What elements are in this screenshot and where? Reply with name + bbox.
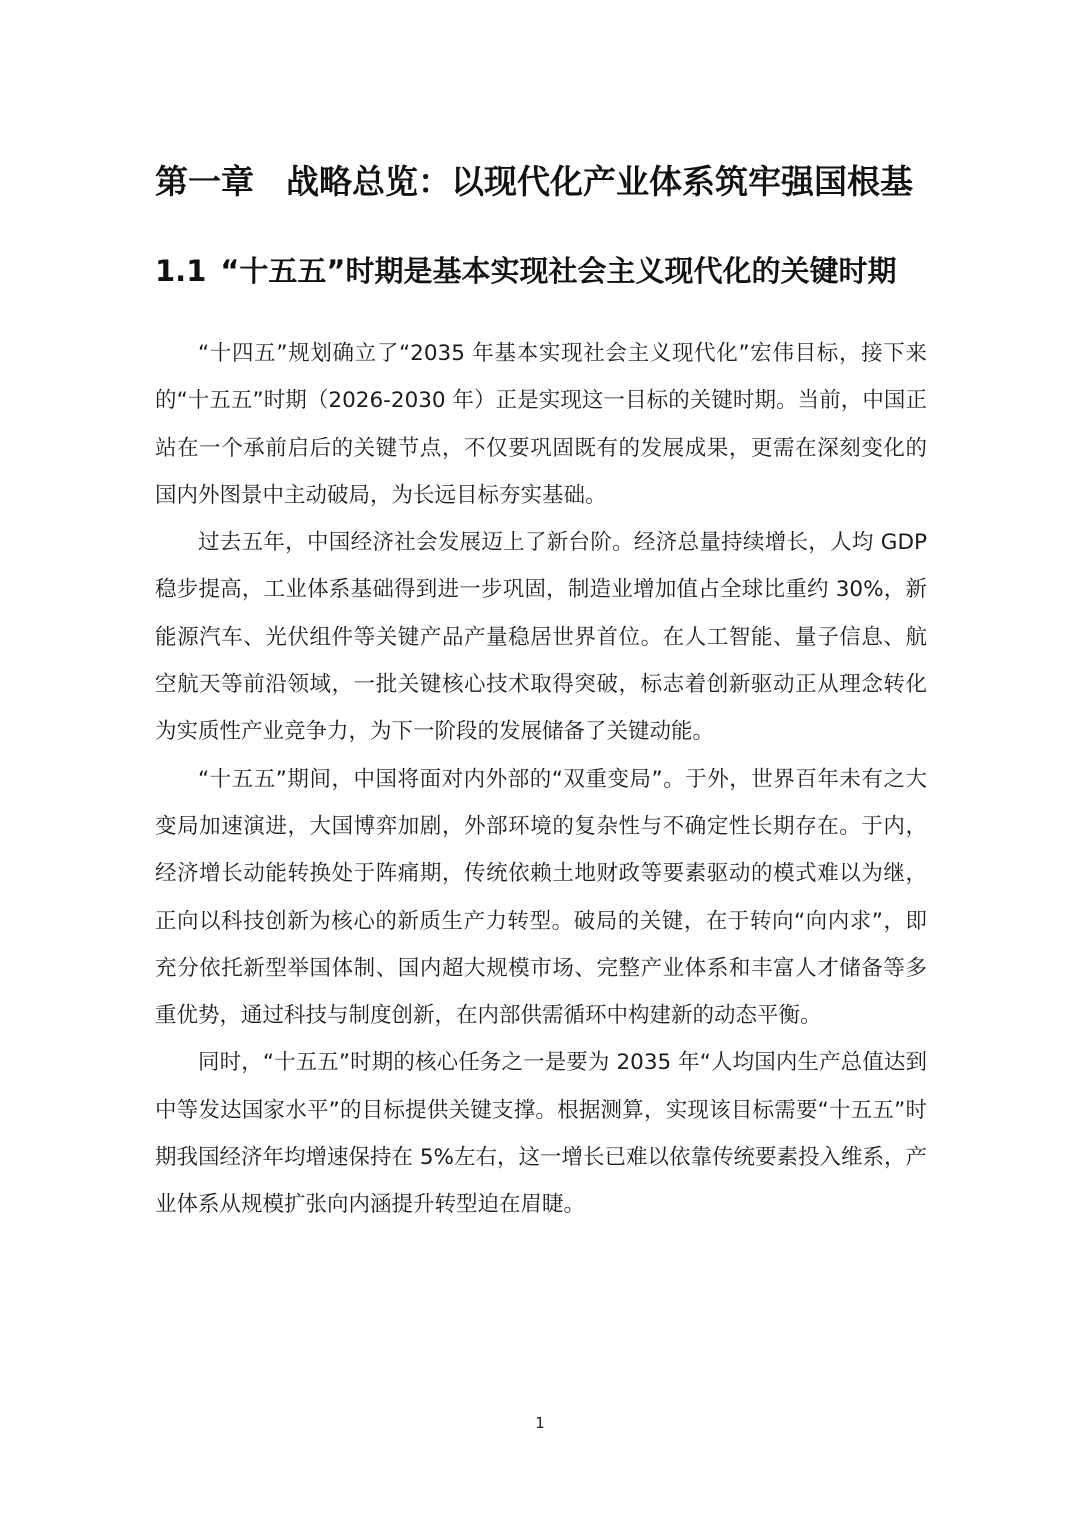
chapter-title — [155, 160, 935, 204]
section-title — [155, 251, 935, 291]
chapter-title-text: 战略总览：以现代化产业体系筑牢强国根基 — [286, 162, 913, 201]
paragraph: 同时，“十五五”时期的核心任务之一是要为 2035 年“人均国内生产总值达到中等发达国家水平”的目标提供关键支撑。根据测算，实现该目标需要“十五五”时期我国经济年均增速保持在 5%左右，这一增长已难以依靠传统要素投入维系，产业体系从规模扩张向内涵提升转型迫在眉睫。 — [155, 1050, 927, 1218]
paragraph: “十四五”规划确立了“2035 年基本实现社会主义现代化”宏伟目标，接下来的“十五五”时期（2026-2030 年）正是实现这一目标的关键时期。当前，中国正站在一个承前启后的关键节点，不仅要巩固既有的发展成果，更需在深刻变化的国内外图景中主动破局，为长远目标夯实基础。 — [155, 341, 927, 508]
paragraph: 过去五年，中国经济社会发展迈上了新台阶。经济总量持续增长，人均 GDP 稳步提高，工业体系基础得到进一步巩固，制造业增加值占全球比重约 30%，新能源汽车、光伏组件等关键产品产量稳居世界首位。在人工智能、量子信息、航空航天等前沿领域，一批关键核心技术取得突破，标志着创新驱动正从理念转化为实质性产业竞争力，为下一阶段的发展储备了关键动能。 — [155, 530, 927, 745]
page-number: 1 — [535, 1414, 545, 1432]
section-number: 1.1 — [155, 254, 207, 288]
paragraph: “十五五”期间，中国将面对内外部的“双重变局”。于外，世界百年未有之大变局加速演进，大国博弈加剧，外部环境的复杂性与不确定性长期存在。于内，经济增长动能转换处于阵痛期，传统依赖土地财政等要素驱动的模式难以为继，正向以科技创新为核心的新质生产力转型。破局的关键，在于转向“向内求”，即充分依托新型举国体制、国内超大规模市场、完整产业体系和丰富人才储备等多重优势，通过科技与制度创新，在内部供需循环中构建新的动态平衡。 — [155, 766, 927, 1029]
chapter-number: 第一章 — [155, 162, 254, 201]
section-title-text: “十五五”时期是基本实现社会主义现代化的关键时期 — [220, 254, 897, 288]
body-text — [155, 330, 927, 1229]
